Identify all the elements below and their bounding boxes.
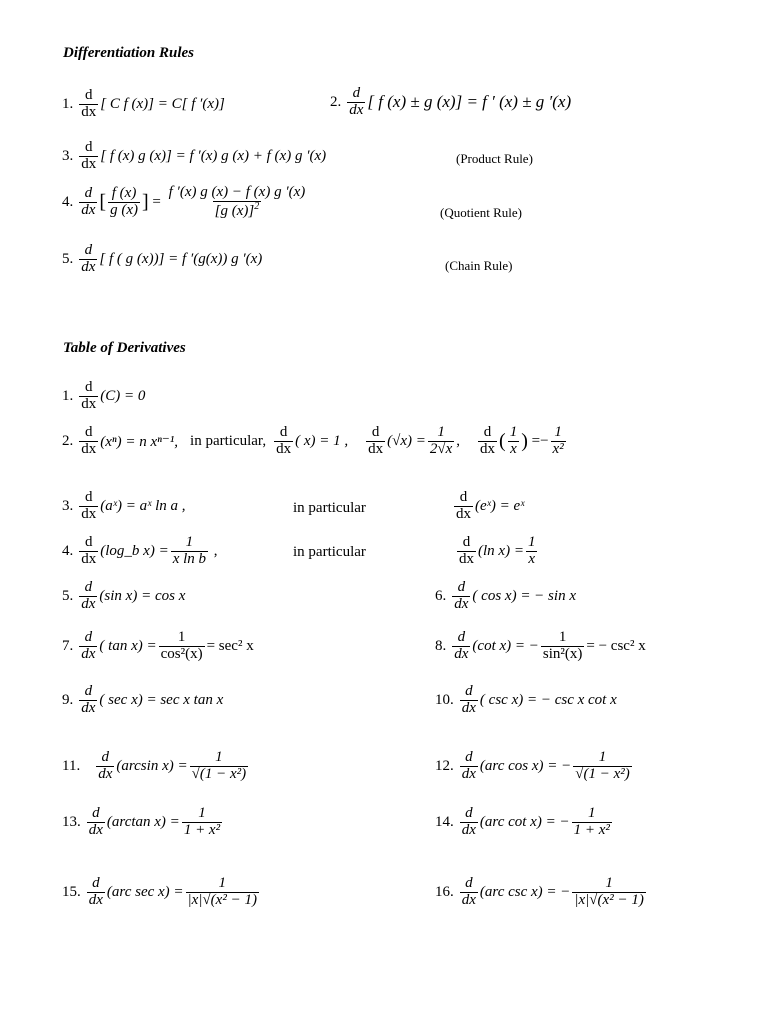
deriv-8: 8. $\frac{d}{dx}$ (cot x) = − $\frac{1}{\text{sin²(x)}}$ = − csc² x [435, 629, 646, 662]
rule-3: 3. $\frac{d}{dx}$ [ f (x) g (x)] = f ′(x) g (x) + f (x) g ′(x) [62, 139, 327, 172]
ddx: $\frac{d}{dx}$ [81, 87, 97, 120]
deriv-5: 5. $\frac{d}{dx}$ (sin x) = cos x [62, 579, 186, 612]
deriv-9: 9. $\frac{d}{dx}$ ( sec x) = sec x tan x [62, 683, 224, 716]
rule-4: 4. $\frac{d}{dx}$ [ $\frac{f (x)}{g (x)}$ ] = $\frac{f '(x) g (x) - f (x) g '(x)}{[g (x)]^2}$ [62, 184, 306, 219]
deriv-4-mid: in particular [293, 544, 366, 560]
product-rule-note: (Product Rule) [456, 151, 533, 166]
deriv-6: 6. $\frac{d}{dx}$ ( cos x) = − sin x [435, 579, 576, 612]
deriv-1: 1. $\frac{d}{dx}$ (C) = 0 [62, 379, 146, 412]
deriv-3: 3. $\frac{d}{dx}$ (aˣ) = aˣ ln a , [62, 489, 186, 522]
rule-2: 2. $\frac{d}{dx}$ [ f (x) ± g (x)] = f ′ (x) ± g ′(x) [330, 85, 572, 118]
deriv-10: 10. $\frac{d}{dx}$ ( csc x) = − csc x cot x [435, 683, 617, 716]
deriv-3-right: $\frac{d}{dx}$ (eˣ) = eˣ [456, 489, 525, 522]
deriv-15: 15. $\frac{d}{dx}$ (arc sec x) = $\frac{1}{\text{|x|√(x² − 1)}}$ [62, 875, 257, 908]
chain-rule-note: (Chain Rule) [445, 258, 513, 273]
deriv-4: 4. $\frac{d}{dx}$ (log_b x) = $\frac{1}{\text{x ln b}}$ , [62, 534, 218, 567]
deriv-12: 12. $\frac{d}{dx}$ (arc cos x) = − $\frac{1}{\text{√(1 − x²)}}$ [435, 749, 630, 782]
section-title-derivatives: Table of Derivatives [63, 340, 186, 356]
deriv-13: 13. $\frac{d}{dx}$ (arctan x) = $\frac{1}{\text{1 + x²}}$ [62, 805, 221, 838]
deriv-4-right: $\frac{d}{dx}$ (ln x) = $\frac{1}{x}$ [459, 534, 536, 567]
deriv-16: 16. $\frac{d}{dx}$ (arc csc x) = − $\frac{1}{\text{|x|√(x² − 1)}}$ [435, 875, 644, 908]
quotient-rule-note: (Quotient Rule) [440, 205, 522, 220]
rule-1: 1. $\frac{d}{dx}$ [ C f (x)] = C[ f ′(x)] [62, 87, 225, 120]
rule-5: 5. $\frac{d}{dx}$ [ f ( g (x))] = f ′(g(x)) g ′(x) [62, 242, 263, 275]
deriv-14: 14. $\frac{d}{dx}$ (arc cot x) = − $\frac{1}{\text{1 + x²}}$ [435, 805, 610, 838]
deriv-2: 2. $\frac{d}{dx}$ (xⁿ) = n xⁿ⁻¹, in particular, $\frac{d}{dx}$ ( x) = 1 , $\frac{d}{dx}$ (√x) = $\frac{1}{2√x}$ , $\frac{d}{dx}$ ( $\frac{1}{x}$ ) =− $\frac{1}{\text{x²}}$ [62, 424, 564, 457]
deriv-3-mid: in particular [293, 500, 366, 516]
section-title-rules: Differentiation Rules [63, 45, 194, 61]
deriv-7: 7. $\frac{d}{dx}$ ( tan x) = $\frac{1}{\text{cos²(x)}}$ = sec² x [62, 629, 254, 662]
deriv-11: 11. $\frac{d}{dx}$ (arcsin x) = $\frac{1}{\text{√(1 − x²)}}$ [62, 749, 247, 782]
